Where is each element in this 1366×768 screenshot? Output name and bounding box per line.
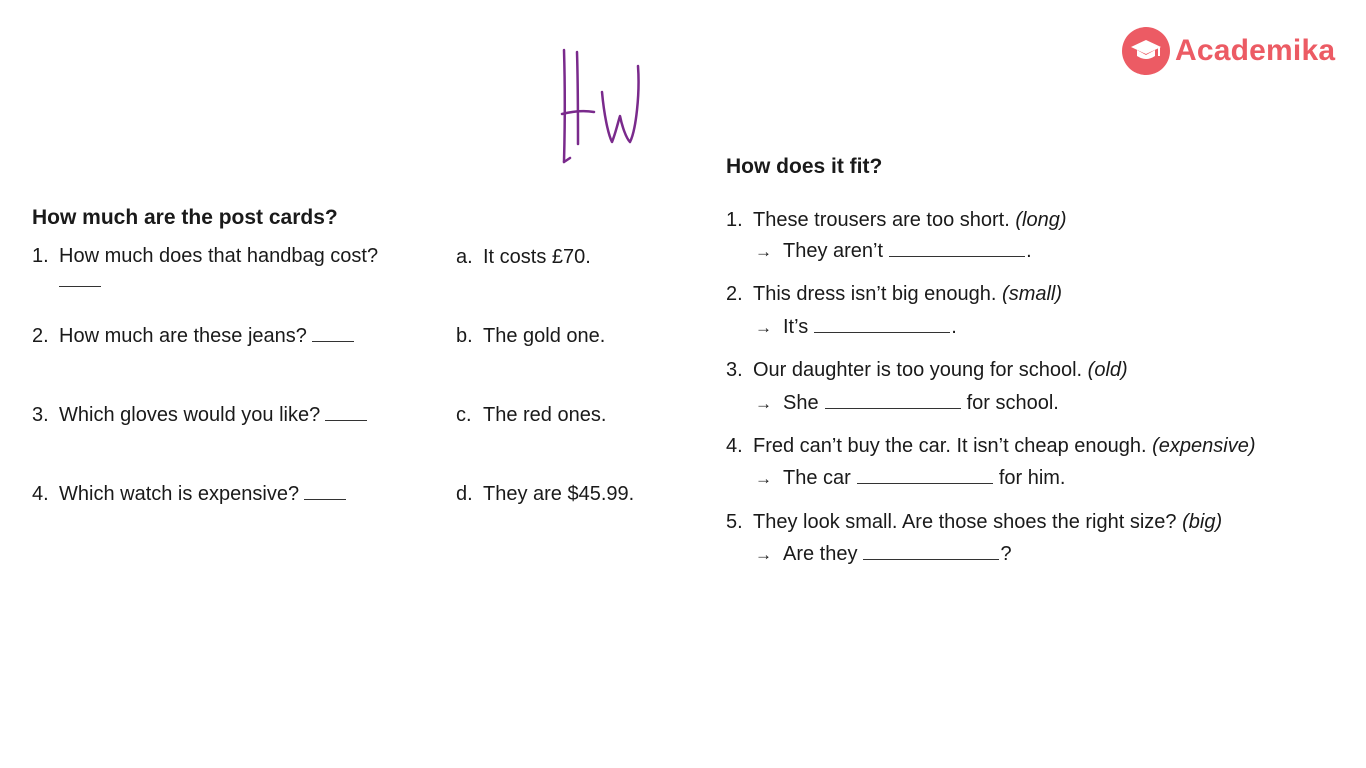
item-sentence: This dress isn’t big enough. xyxy=(753,283,997,305)
answer-c xyxy=(456,404,606,427)
answer-letter: b. xyxy=(456,325,473,347)
fit-item-3-completion xyxy=(755,392,1059,415)
item-number: 2. xyxy=(726,283,743,305)
completion-suffix: ? xyxy=(1000,543,1012,565)
item-hint: (big) xyxy=(1182,511,1223,533)
answer-text: It costs £70. xyxy=(483,246,591,268)
question-text: Which watch is expensive? xyxy=(59,483,300,505)
logo-text: Academika xyxy=(1175,34,1336,67)
completion-prefix: Are they xyxy=(783,543,858,565)
fit-item-1-sentence xyxy=(726,209,1067,232)
completion-suffix: for him. xyxy=(998,467,1066,489)
completion-suffix: . xyxy=(1026,240,1032,262)
fit-item-3-sentence xyxy=(726,359,1128,382)
arrow-icon: → xyxy=(755,545,772,564)
answer-b xyxy=(456,325,605,348)
answer-text: The red ones. xyxy=(483,404,607,426)
fit-item-5-sentence xyxy=(726,511,1222,534)
left-section-title: How much are the post cards? xyxy=(32,206,338,229)
arrow-icon: → xyxy=(755,318,772,337)
answer-a xyxy=(456,246,591,269)
answer-blank-3 xyxy=(325,408,367,421)
question-4 xyxy=(32,483,346,506)
answer-blank-2 xyxy=(312,329,354,342)
item-number: 1. xyxy=(726,209,743,231)
completion-prefix: It’s xyxy=(783,316,809,338)
item-sentence: Fred can’t buy the car. It isn’t cheap enough. xyxy=(753,435,1147,457)
question-number: 2. xyxy=(32,325,49,347)
item-sentence: Our daughter is too young for school. xyxy=(753,359,1083,381)
fill-blank-5 xyxy=(863,545,999,560)
fill-blank-2 xyxy=(814,318,950,333)
answer-letter: d. xyxy=(456,483,473,505)
question-number: 3. xyxy=(32,404,49,426)
arrow-icon: → xyxy=(755,242,772,261)
handwritten-hw-annotation xyxy=(556,44,652,168)
item-hint: (old) xyxy=(1087,359,1128,381)
item-number: 4. xyxy=(726,435,743,457)
completion-suffix: . xyxy=(951,316,957,338)
completion-suffix: for school. xyxy=(966,392,1059,414)
answer-blank-1 xyxy=(59,286,101,287)
fit-item-1-completion xyxy=(755,240,1032,263)
question-number: 4. xyxy=(32,483,49,505)
completion-prefix: They aren’t xyxy=(783,240,884,262)
item-sentence: These trousers are too short. xyxy=(753,209,1010,231)
question-text: Which gloves would you like? xyxy=(59,404,321,426)
graduation-cap-icon xyxy=(1122,27,1170,75)
fit-item-4-sentence xyxy=(726,435,1256,458)
question-number: 1. xyxy=(32,245,49,267)
fit-item-4-completion xyxy=(755,467,1066,490)
item-hint: (expensive) xyxy=(1152,435,1256,457)
fill-blank-4 xyxy=(857,469,993,484)
completion-prefix: She xyxy=(783,392,819,414)
answer-text: The gold one. xyxy=(483,325,606,347)
item-sentence: They look small. Are those shoes the right size? xyxy=(753,511,1177,533)
fill-blank-1 xyxy=(889,242,1025,257)
question-text: How much does that handbag cost? xyxy=(59,245,379,267)
item-number: 3. xyxy=(726,359,743,381)
answer-text: They are $45.99. xyxy=(483,483,635,505)
answer-blank-4 xyxy=(304,487,346,500)
question-1 xyxy=(32,245,378,268)
fit-item-2-completion xyxy=(755,316,957,339)
fit-item-2-sentence xyxy=(726,283,1062,306)
arrow-icon: → xyxy=(755,469,772,488)
item-hint: (long) xyxy=(1015,209,1067,231)
question-3 xyxy=(32,404,367,427)
question-2 xyxy=(32,325,354,348)
answer-letter: a. xyxy=(456,246,473,268)
fit-item-5-completion xyxy=(755,543,1012,566)
academika-logo xyxy=(1122,26,1335,76)
answer-letter: c. xyxy=(456,404,472,426)
answer-d xyxy=(456,483,634,506)
question-text: How much are these jeans? xyxy=(59,325,307,347)
arrow-icon: → xyxy=(755,394,772,413)
item-hint: (small) xyxy=(1002,283,1063,305)
right-section-title: How does it fit? xyxy=(726,155,883,178)
completion-prefix: The car xyxy=(783,467,851,489)
item-number: 5. xyxy=(726,511,743,533)
fill-blank-3 xyxy=(825,394,961,409)
